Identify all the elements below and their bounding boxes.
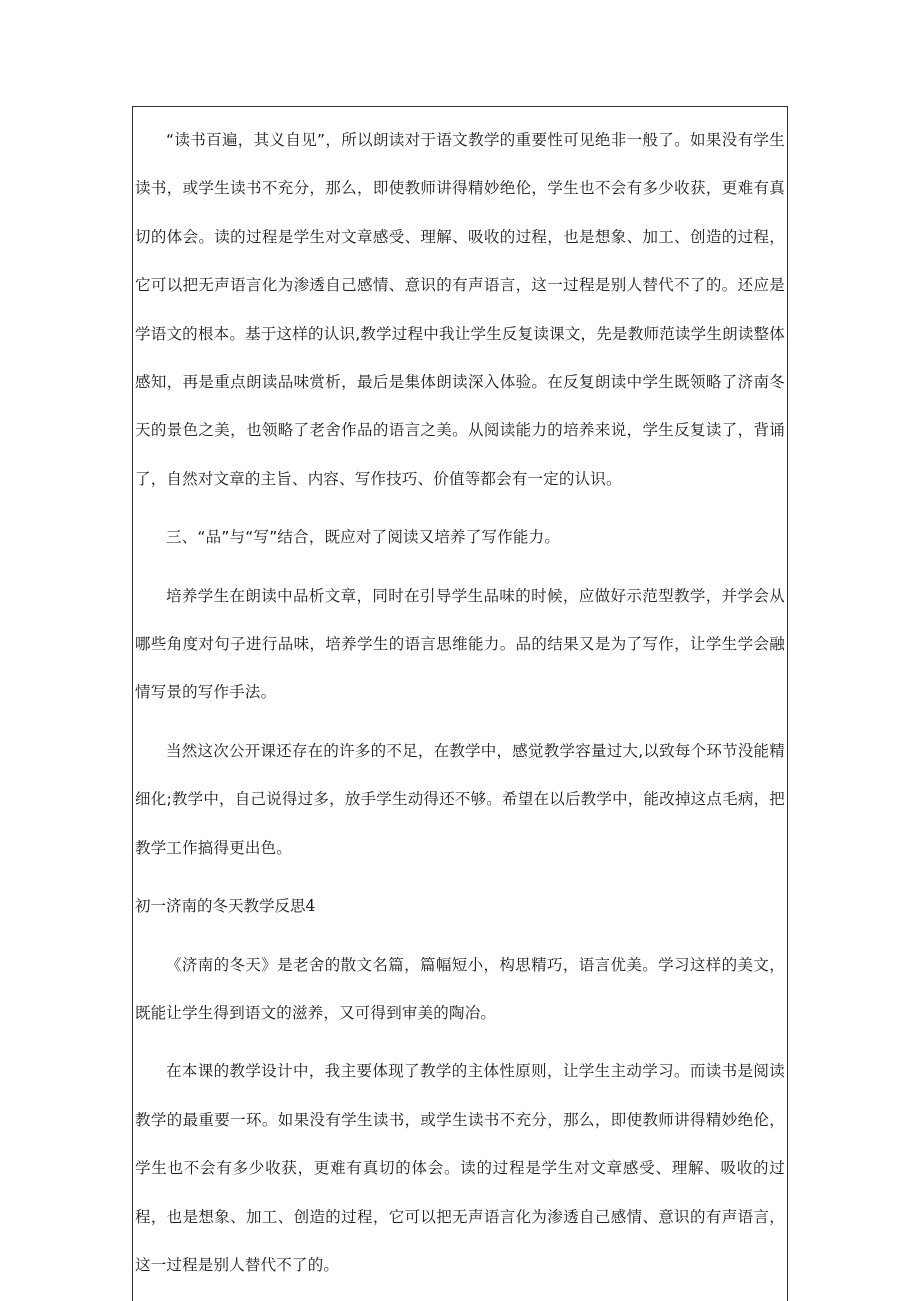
paragraph-shortcomings: 当然这次公开课还存在的许多的不足，在教学中，感觉教学容量过大,以致每个环节没能精细化;教学中，自己说得过多，放手学生动得还不够。希望在以后教学中，能改掉这点毛病，把教学工作搞得更出色。 [135,741,785,857]
document-body [135,116,785,1299]
paragraph-intro: 《济南的冬天》是老舍的散文名篇，篇幅短小，构思精巧，语言优美。学习这样的美文，既能让学生得到语文的滋养，又可得到审美的陶冶。 [135,955,785,1022]
paragraph-reading-importance: “读书百遍，其义自见”，所以朗读对于语文教学的重要性可见绝非一般了。如果没有学生读书，或学生读书不充分，那么，即使教师讲得精妙绝伦，学生也不会有多少收获，更难有真切的体会。读的过程是学生对文章感受、理解、吸收的过程，也是想象、加工、创造的过程，它可以把无声语言化为渗透自己感情、意识的有声语言，这一过程是别人替代不了的。还应是学语文的根本。基于这样的认识,教学过程中我让学生反复读课文，先是教师范读学生朗读整体感知，再是重点朗读品味赏析，最后是集体朗读深入体验。在反复朗读中学生既领略了济南冬天的景色之美，也领略了老舍作品的语言之美。从阅读能力的培养来说，学生反复读了，背诵了，自然对文章的主旨、内容、写作技巧、价值等都会有一定的认识。 [135,131,785,488]
paragraph-teaching-design: 在本课的教学设计中，我主要体现了教学的主体性原则，让学生主动学习。而读书是阅读教学的最重要一环。如果没有学生读书，或学生读书不充分，那么，即使教师讲得精妙绝伦，学生也不会有多少收获，更难有真切的体会。读的过程是学生对文章感受、理解、吸收的过程，也是想象、加工、创造的过程，它可以把无声语言化为渗透自己感情、意识的有声语言，这一过程是别人替代不了的。 [135,1062,785,1274]
paragraph-analysis-writing: 培养学生在朗读中品析文章，同时在引导学生品味的时候，应做好示范型教学，并学会从哪些角度对句子进行品味，培养学生的语言思维能力。品的结果又是为了写作，让学生学会融情写景的写作手法。 [135,586,785,702]
paragraph-point-three: 三、“品”与“写”结合，既应对了阅读又培养了写作能力。 [166,528,561,547]
section-title: 初一济南的冬天教学反思4 [135,897,316,916]
